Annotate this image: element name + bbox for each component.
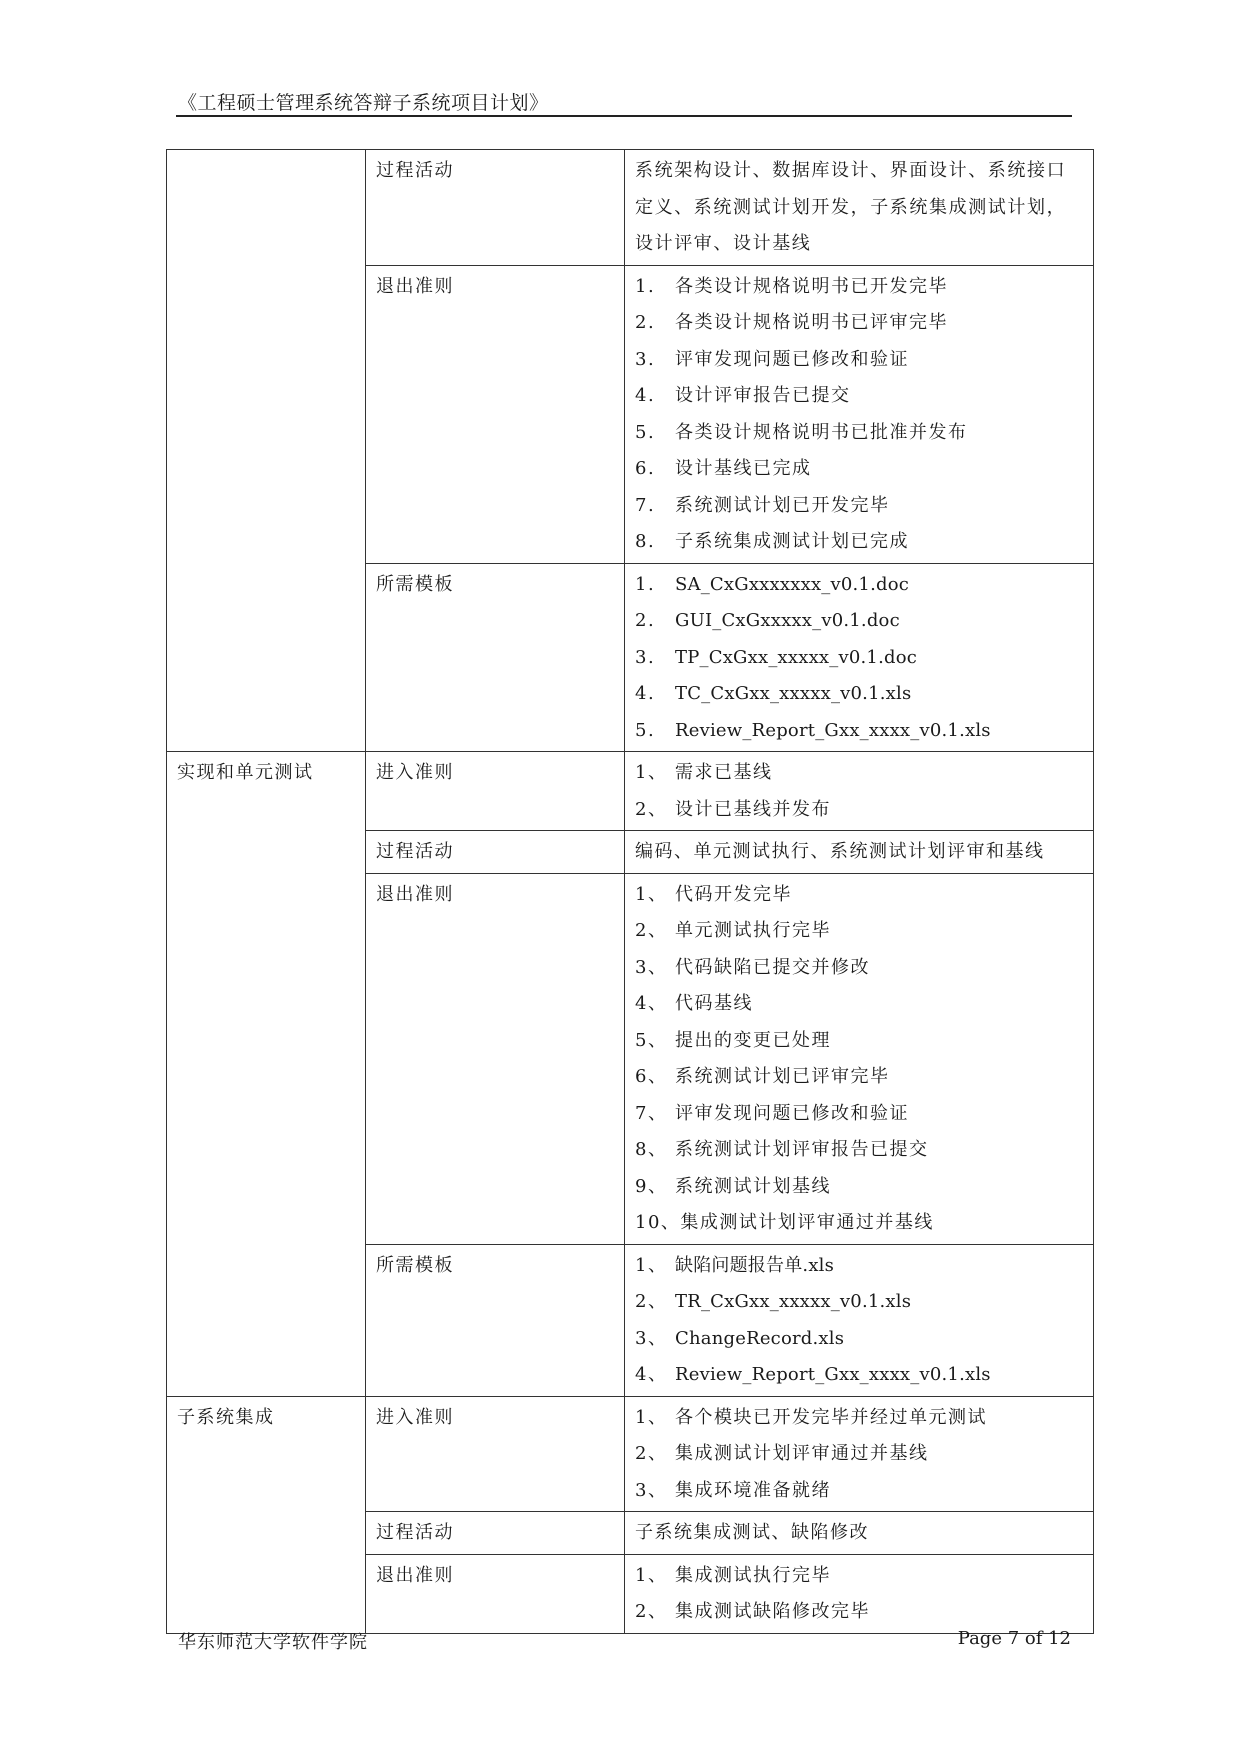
entry-criteria-list: [635, 1400, 1083, 1510]
criteria-label: 退出准则: [366, 265, 625, 563]
list-item-text: 系统测试计划基线: [675, 1175, 831, 1197]
list-item-number: 2.: [635, 312, 656, 333]
process-activities-text: 子系统集成测试、缺陷修改: [625, 1512, 1094, 1555]
list-item: [635, 1436, 1083, 1473]
list-item-text: 系统测试计划评审报告已提交: [675, 1139, 929, 1160]
list-item-text: SA_CxGxxxxxxx_v0.1.doc: [675, 573, 910, 595]
list-item-number: 1、: [635, 1254, 668, 1276]
list-item: [635, 1205, 1083, 1242]
list-item-text: 单元测试执行完毕: [675, 920, 831, 941]
exit-criteria-list: [635, 1558, 1083, 1631]
list-item-text: 各类设计规格说明书已开发完毕: [675, 275, 948, 297]
table-row: [167, 1396, 1094, 1512]
list-item-text: 提出的变更已处理: [675, 1029, 831, 1051]
list-item-number: 2、: [635, 1291, 668, 1312]
list-item-number: 5.: [635, 719, 656, 741]
list-item-number: 2、: [635, 798, 668, 820]
list-item-number: 2、: [635, 1443, 668, 1464]
list-item: [635, 1169, 1083, 1206]
list-item: [635, 1284, 1083, 1321]
list-item: [635, 1096, 1083, 1133]
list-item-number: 3、: [635, 1327, 668, 1349]
list-item: [635, 1357, 1083, 1394]
list-item-text: 设计评审报告已提交: [675, 385, 851, 406]
list-item-text: 代码缺陷已提交并修改: [675, 956, 870, 978]
list-item-number: 1、: [635, 1564, 668, 1586]
list-item-number: 10、: [635, 1212, 681, 1233]
list-item: [635, 1059, 1083, 1096]
list-item: [635, 378, 1083, 415]
process-activities-text: 编码、单元测试执行、系统测试计划评审和基线: [625, 831, 1094, 874]
list-item: [635, 792, 1083, 829]
list-item: [635, 713, 1083, 750]
list-item-number: 2、: [635, 1601, 668, 1622]
list-item: [635, 488, 1083, 525]
page-header-title: 《工程硕士管理系统答辩子系统项目计划》: [178, 92, 549, 114]
list-item-text: 缺陷问题报告单.xls: [675, 1254, 835, 1276]
list-item-number: 1.: [635, 573, 656, 595]
list-item-number: 5、: [635, 1029, 668, 1051]
list-item-number: 3.: [635, 348, 656, 370]
list-item-text: 评审发现问题已修改和验证: [675, 1102, 909, 1124]
list-item-text: 代码基线: [675, 993, 753, 1014]
list-item: [635, 1400, 1083, 1437]
table-row: [167, 752, 1094, 831]
list-item-number: 4、: [635, 1364, 668, 1385]
list-item-text: TP_CxGxx_xxxxx_v0.1.doc: [675, 646, 918, 668]
template-list: [635, 567, 1083, 750]
list-item-number: 8.: [635, 531, 656, 552]
exit-criteria-list: [635, 877, 1083, 1242]
list-item-number: 2.: [635, 610, 656, 631]
list-item-text: GUI_CxGxxxxx_v0.1.doc: [675, 610, 900, 631]
list-item: [635, 269, 1083, 306]
list-item-text: 各类设计规格说明书已评审完毕: [675, 312, 948, 333]
list-item-number: 6.: [635, 458, 656, 479]
list-item-number: 6、: [635, 1066, 668, 1087]
list-item-text: Review_Report_Gxx_xxxx_v0.1.xls: [675, 1364, 991, 1385]
list-item: [635, 986, 1083, 1023]
list-item: [635, 913, 1083, 950]
template-list: [635, 1248, 1083, 1394]
list-item-text: 集成测试执行完毕: [675, 1564, 831, 1586]
project-plan-table: [166, 149, 1094, 1634]
list-item-number: 2、: [635, 920, 668, 941]
criteria-label: 所需模板: [366, 1244, 625, 1396]
header-divider: [176, 115, 1072, 117]
list-item-number: 4、: [635, 993, 668, 1014]
list-item-number: 9、: [635, 1175, 668, 1197]
list-item: [635, 603, 1083, 640]
criteria-label: 进入准则: [366, 752, 625, 831]
list-item: [635, 877, 1083, 914]
list-item-text: 设计基线已完成: [675, 458, 812, 479]
list-item: [635, 1321, 1083, 1358]
list-item-text: 系统测试计划已开发完毕: [675, 494, 890, 516]
criteria-label: 过程活动: [366, 831, 625, 874]
list-item-number: 3.: [635, 646, 656, 668]
list-item: [635, 640, 1083, 677]
list-item: [635, 1023, 1083, 1060]
exit-criteria-list: [635, 269, 1083, 561]
phase-name: 实现和单元测试: [167, 752, 366, 1397]
list-item-number: 3、: [635, 956, 668, 978]
list-item: [635, 415, 1083, 452]
criteria-label: 过程活动: [366, 150, 625, 266]
list-item-text: Review_Report_Gxx_xxxx_v0.1.xls: [675, 719, 991, 741]
list-item-number: 1.: [635, 275, 656, 297]
criteria-label: 进入准则: [366, 1396, 625, 1512]
list-item-number: 3、: [635, 1479, 668, 1501]
footer-organization: 华东师范大学软件学院: [178, 1632, 368, 1653]
list-item: [635, 1132, 1083, 1169]
list-item: [635, 755, 1083, 792]
process-activities-text: 系统架构设计、数据库设计、界面设计、系统接口定义、系统测试计划开发，子系统集成测试计划，设计评审、设计基线: [625, 150, 1094, 266]
list-item-number: 7、: [635, 1102, 668, 1124]
criteria-label: 过程活动: [366, 1512, 625, 1555]
list-item-text: 需求已基线: [675, 762, 773, 783]
criteria-label: 所需模板: [366, 563, 625, 752]
phase-cell-design-continued: [167, 150, 366, 752]
entry-criteria-list: [635, 755, 1083, 828]
list-item-number: 1、: [635, 883, 668, 905]
list-item-number: 8、: [635, 1139, 668, 1160]
list-item-text: 集成环境准备就绪: [675, 1479, 831, 1501]
list-item-text: 设计已基线并发布: [675, 798, 831, 820]
list-item-number: 7.: [635, 494, 656, 516]
list-item-number: 1、: [635, 762, 668, 783]
list-item: [635, 451, 1083, 488]
list-item: [635, 1248, 1083, 1285]
list-item-text: 子系统集成测试计划已完成: [675, 531, 909, 552]
list-item-number: 5.: [635, 421, 656, 443]
list-item: [635, 1594, 1083, 1631]
list-item-number: 1、: [635, 1406, 668, 1428]
footer-page-number: Page 7 of 12: [957, 1628, 1071, 1649]
list-item: [635, 1473, 1083, 1510]
list-item: [635, 676, 1083, 713]
list-item-text: TR_CxGxx_xxxxx_v0.1.xls: [675, 1291, 912, 1312]
list-item-text: 集成测试缺陷修改完毕: [675, 1601, 870, 1622]
list-item: [635, 567, 1083, 604]
list-item-text: 系统测试计划已评审完毕: [675, 1066, 890, 1087]
list-item-number: 4.: [635, 385, 656, 406]
list-item: [635, 950, 1083, 987]
list-item: [635, 342, 1083, 379]
list-item-number: 4.: [635, 683, 656, 704]
list-item-text: 代码开发完毕: [675, 883, 792, 905]
list-item: [635, 1558, 1083, 1595]
list-item-text: 评审发现问题已修改和验证: [675, 348, 909, 370]
list-item-text: 集成测试计划评审通过并基线: [675, 1443, 929, 1464]
list-item-text: ChangeRecord.xls: [675, 1327, 845, 1349]
table-row: [167, 150, 1094, 266]
criteria-label: 退出准则: [366, 873, 625, 1244]
list-item: [635, 305, 1083, 342]
list-item-text: TC_CxGxx_xxxxx_v0.1.xls: [675, 683, 912, 704]
list-item: [635, 524, 1083, 561]
criteria-label: 退出准则: [366, 1554, 625, 1633]
list-item-text: 各个模块已开发完毕并经过单元测试: [675, 1406, 987, 1428]
phase-name: 子系统集成: [167, 1396, 366, 1633]
list-item-text: 各类设计规格说明书已批准并发布: [675, 421, 968, 443]
list-item-text: 集成测试计划评审通过并基线: [680, 1212, 934, 1233]
